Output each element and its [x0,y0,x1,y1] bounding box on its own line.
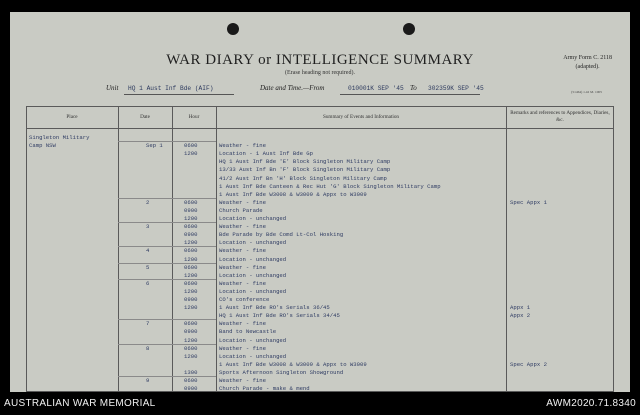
col-rule [26,106,27,392]
row-hour-cell: 0900 [184,231,198,239]
row-summary-cell: Location - 1 Aust Inf Bde Gp [219,150,313,158]
row-hour-cell: 0600 [184,223,198,231]
date-separator [118,344,216,345]
punch-hole [403,23,415,35]
col-rule [216,106,217,392]
row-summary-cell: Location - unchanged [219,271,287,279]
row-summary-cell: Church Parade [219,206,263,214]
row-hour-cell: 1200 [184,150,198,158]
diary-sheet [10,12,630,392]
row-summary-cell: Weather - fine [219,344,266,352]
row-hour-cell: 1200 [184,304,198,312]
row-summary-cell: 13/33 Aust Inf Bn 'F' Block Singleton Military Camp [219,166,391,174]
row-date-cell: 3 [146,223,150,231]
row-hour-cell: 0900 [184,296,198,303]
row-hour-cell: 0600 [184,377,198,384]
row-hour-cell: 0600 [184,247,198,255]
from-value: 010001K SEP '45 [348,85,404,92]
row-summary-cell: Location - unchanged [219,215,287,222]
row-summary-cell: 1 Aust Inf Bde W3008 & W3009 & Appx to W3009 [219,190,367,198]
col-rule [613,106,614,392]
army-form-number: Army Form C. 2118 [563,55,612,61]
row-summary-cell: Weather - fine [219,263,266,271]
row-summary-cell: Location - unchanged [219,336,287,344]
row-remarks-cell: Appx 2 [510,312,531,320]
row-hour-cell: 0600 [184,142,198,150]
page-title: WAR DIARY or INTELLIGENCE SUMMARY [166,52,474,68]
army-form-label [563,54,612,72]
row-summary-cell: HQ 1 Aust Inf Bde 'E' Block Singleton Military Camp [219,158,391,166]
row-hour-cell: 0900 [184,385,198,393]
col-header-summary: Summary of Events and Information [322,114,400,120]
row-summary-cell: Location - unchanged [219,287,287,295]
row-summary-cell: Band to Newcastle [219,328,277,336]
army-form-adapted: (adapted). [575,64,600,70]
row-hour-cell: 1300 [184,368,198,376]
row-summary-cell: CO's conference [219,296,270,303]
row-date-cell: 5 [146,263,150,271]
row-place-cell: Camp NSW [29,142,56,150]
row-place-cell: Singleton Military [29,134,90,141]
table-top-rule [26,106,614,107]
date-separator [118,198,216,199]
date-separator [118,376,216,377]
to-value: 302359K SEP '45 [428,85,484,92]
row-remarks-cell: Spec Appx 2 [510,360,547,368]
footer-accession-number: AWM2020.71.8340 [546,398,636,409]
row-summary-cell: 1 Aust Inf Bde W3008 & W3009 & Appx to W3009 [219,360,367,368]
row-date-cell: 9 [146,377,150,384]
row-date-cell: 2 [146,198,150,206]
row-summary-cell: Weather - fine [219,377,266,384]
row-hour-cell: 1200 [184,215,198,222]
print-code: (51464) 1.42 M. 1005 [571,90,602,94]
row-date-cell: 4 [146,247,150,255]
header-bottom-rule [26,128,614,129]
unit-label: Unit [106,84,119,92]
row-summary-cell: Location - unchanged [219,239,287,247]
row-summary-cell: Church Parade - make & mend [219,385,310,393]
row-hour-cell: 1200 [184,336,198,344]
row-date-cell: Sep 1 [146,142,163,150]
row-hour-cell: 0900 [184,328,198,336]
row-hour-cell: 0600 [184,279,198,287]
row-hour-cell: 1200 [184,352,198,360]
row-hour-cell: 0600 [184,263,198,271]
col-header-remarks: Remarks and references to Appendices, Diaries, &c. [510,110,610,123]
col-header-hour: Hour [188,114,200,120]
unit-value: HQ 1 Aust Inf Bde (AIF) [128,85,214,92]
row-remarks-cell: Spec Appx 1 [510,198,547,206]
row-hour-cell: 0600 [184,344,198,352]
row-date-cell: 7 [146,320,150,328]
unit-underline [124,94,234,95]
col-rule [118,106,119,392]
row-summary-cell: 1 Aust Inf Bde Canteen & Rec Hut 'G' Block Singleton Military Camp [219,182,441,190]
row-summary-cell: Location - unchanged [219,255,287,263]
row-remarks-cell: Appx 1 [510,304,531,312]
date-underline [340,94,480,95]
date-separator [118,263,216,264]
row-summary-cell: Bde Parade by Bde Comd Lt-Col Hosking [219,231,344,239]
col-header-place: Place [66,114,78,120]
row-hour-cell: 0600 [184,320,198,328]
row-summary-cell: Weather - fine [219,279,266,287]
table-bottom-rule [26,391,614,392]
row-hour-cell: 1200 [184,271,198,279]
date-separator [118,319,216,320]
row-hour-cell: 1200 [184,239,198,247]
col-rule [506,106,507,392]
row-summary-cell: HQ 1 Aust Inf Bde RO's Serials 34/45 [219,312,340,320]
page-subtitle: (Erase heading not required). [285,70,355,76]
col-rule [172,106,173,392]
footer-institution: AUSTRALIAN WAR MEMORIAL [4,398,156,409]
date-separator [118,141,216,142]
row-summary-cell: Weather - fine [219,142,266,150]
date-separator [118,279,216,280]
col-header-date: Date [140,114,150,120]
row-summary-cell: Weather - fine [219,198,266,206]
row-hour-cell: 0900 [184,206,198,214]
diary-table [26,106,614,392]
row-summary-cell: Location - unchanged [219,352,287,360]
row-summary-cell: Weather - fine [219,320,266,328]
row-date-cell: 8 [146,344,150,352]
row-hour-cell: 0600 [184,198,198,206]
row-date-cell: 6 [146,279,150,287]
date-separator [118,246,216,247]
to-label: To [410,84,417,92]
row-summary-cell: Sports Afternoon Singleton Showground [219,368,344,376]
date-time-label: Date and Time.—From [260,84,325,92]
row-hour-cell: 1200 [184,255,198,263]
row-hour-cell: 1200 [184,287,198,295]
row-summary-cell: 41/2 Aust Inf Bn 'H' Block Singleton Military Camp [219,174,387,182]
row-summary-cell: 1 Aust Inf Bde RO's Serials 36/45 [219,304,330,312]
row-summary-cell: Weather - fine [219,223,266,231]
punch-hole [227,23,239,35]
date-separator [118,222,216,223]
row-summary-cell: Weather - fine [219,247,266,255]
